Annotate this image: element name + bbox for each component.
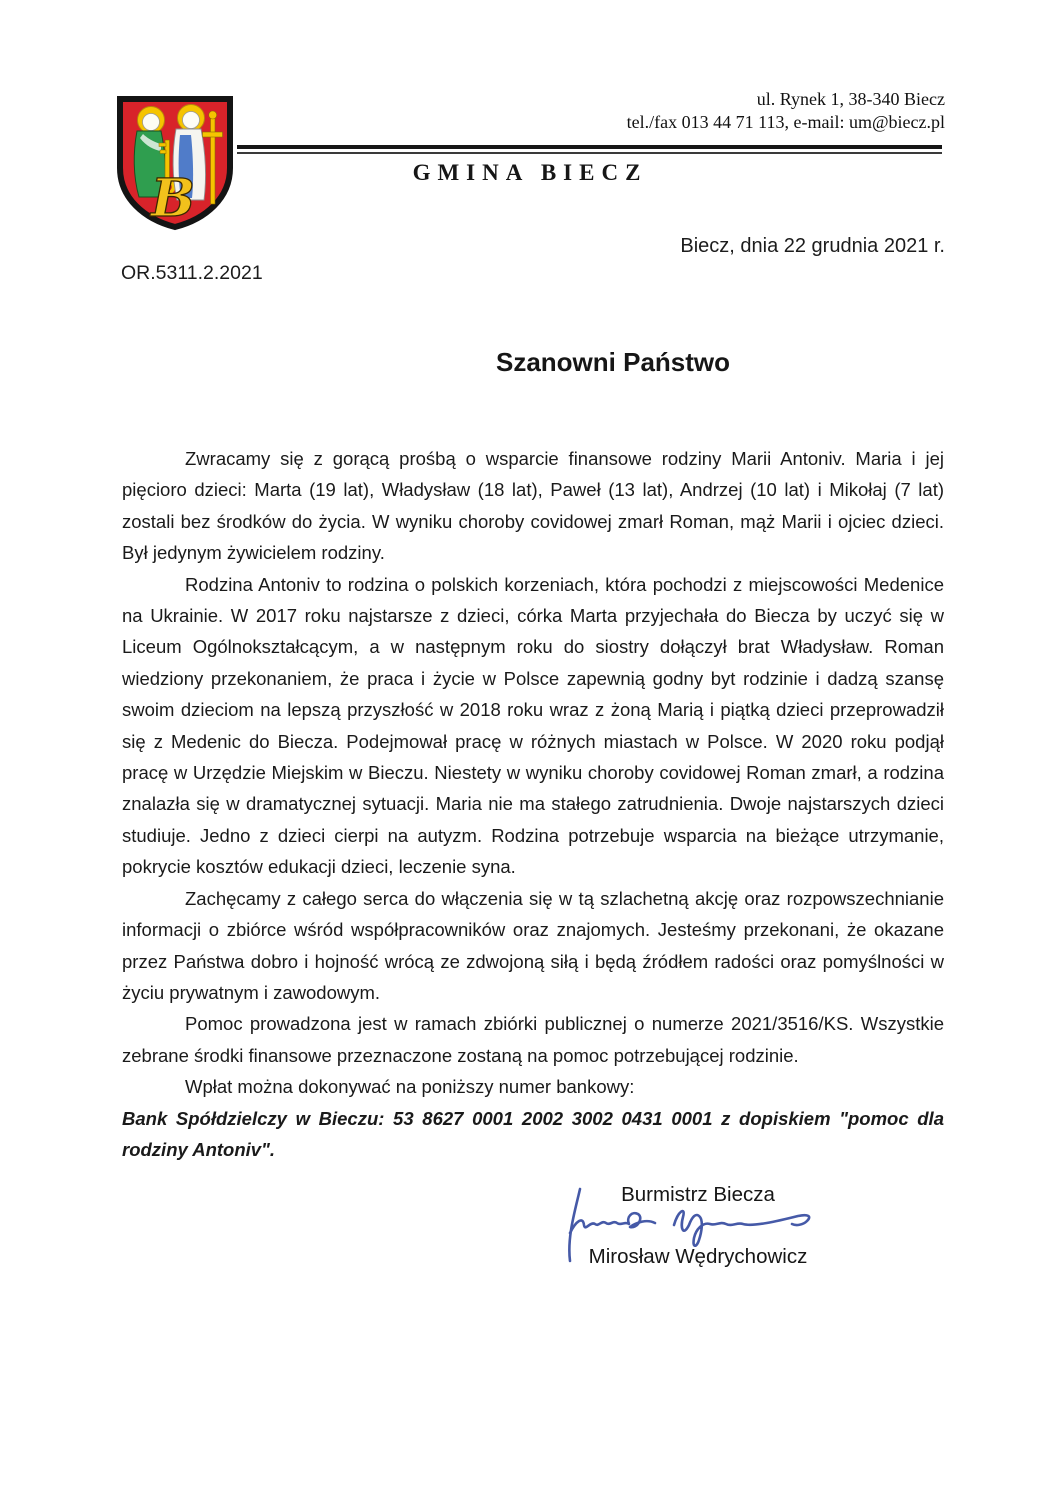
salutation: Szanowni Państwo <box>495 347 731 377</box>
paragraph-collection: Pomoc prowadzona jest w ramach zbiórki publicznej o numerze 2021/3516/KS. Wszystkie zebrane środki finansowe przeznaczone zostaną na pomoc potrzebującej rodzinie. <box>122 1013 944 1066</box>
address-line-2: tel./fax 013 44 71 113, e-mail: um@biecz.pl <box>626 112 945 132</box>
bank-account-line: Bank Spółdzielczy w Bieczu: 53 8627 0001 2002 3002 0431 0001 z dopiskiem "pomoc dla rodziny Antoniv". <box>122 1107 944 1160</box>
paragraph-family-story: Rodzina Antoniv to rodzina o polskich korzeniach, która pochodzi z miejscowości Medenice na Ukrainie. W 2017 roku najstarsze z dzieci, córka Marta przyjechała do Biecza by uczyć się w Liceum Ogólnokształcącym, a w następnym roku do siostry dołączył brat Władysław. Roman wiedziony przekonaniem, że praca i życie w Polsce zapewnią godny byt rodzinie i dadzą szansę swoim dzieciom na lepszą przyszłość w 2018 roku wraz z żoną Marią i piątką dzieci przeprowadził się z Medenic do Biecza. Podejmował pracę w różnych miastach w Polsce. W 2020 roku podjął pracę w Urzędzie Miejskim w Bieczu. Niestety w wyniku choroby covidowej Roman zmarł, a rodzina znalazła się w dramatycznej sytuacji. Maria nie ma stałego zatrudnienia. Dwoje najstarszych dzieci studiuje. Jedno z dzieci cierpi na autyzm. Rodzina potrzebuje wsparcia na bieżące utrzymanie, pokrycie kosztów edukacji dzieci, leczenie syna. <box>122 573 944 878</box>
letterhead-address <box>627 88 945 134</box>
signature-block <box>568 1183 828 1269</box>
letterhead-rule <box>237 145 942 154</box>
signer-title: Burmistrz Biecza <box>621 1183 775 1206</box>
reference-number: OR.5311.2.2021 <box>121 262 263 284</box>
paragraph-bank-intro: Wpłat można dokonywać na poniższy numer bankowy: <box>185 1076 635 1098</box>
paragraph-intro: Zwracamy się z gorącą prośbą o wsparcie finansowe rodziny Marii Antoniv. Maria i jej pięcioro dzieci: Marta (19 lat), Władysław (18 lat), Paweł (13 lat), Andrzej (10 lat) i Mikołaj (7 lat) zostali bez środków do życia. W wyniku choroby covidowej zmarł Roman, mąż Marii i ojciec dzieci. Był jedynym żywicielem rodziny. <box>122 448 944 564</box>
paragraph-appeal: Zachęcamy z całego serca do włączenia się w tą szlachetną akcję oraz rozpowszechnianie informacji o zbiórce wśród współpracowników oraz znajomych. Jesteśmy przekonani, że okazane przez Państwa dobro i hojność wrócą ze zdwojoną siłą i będą źródłem radości oraz pomyślności w życiu prywatnym i zawodowym. <box>122 887 944 1003</box>
address-line-1: ul. Rynek 1, 38-340 Biecz <box>756 89 945 109</box>
letter-body <box>122 443 944 1165</box>
organization-name: GMINA BIECZ <box>412 160 648 185</box>
signer-name: Mirosław Wędrychowicz <box>588 1245 808 1268</box>
date-line: Biecz, dnia 22 grudnia 2021 r. <box>680 235 945 257</box>
svg-text:B: B <box>151 168 195 229</box>
